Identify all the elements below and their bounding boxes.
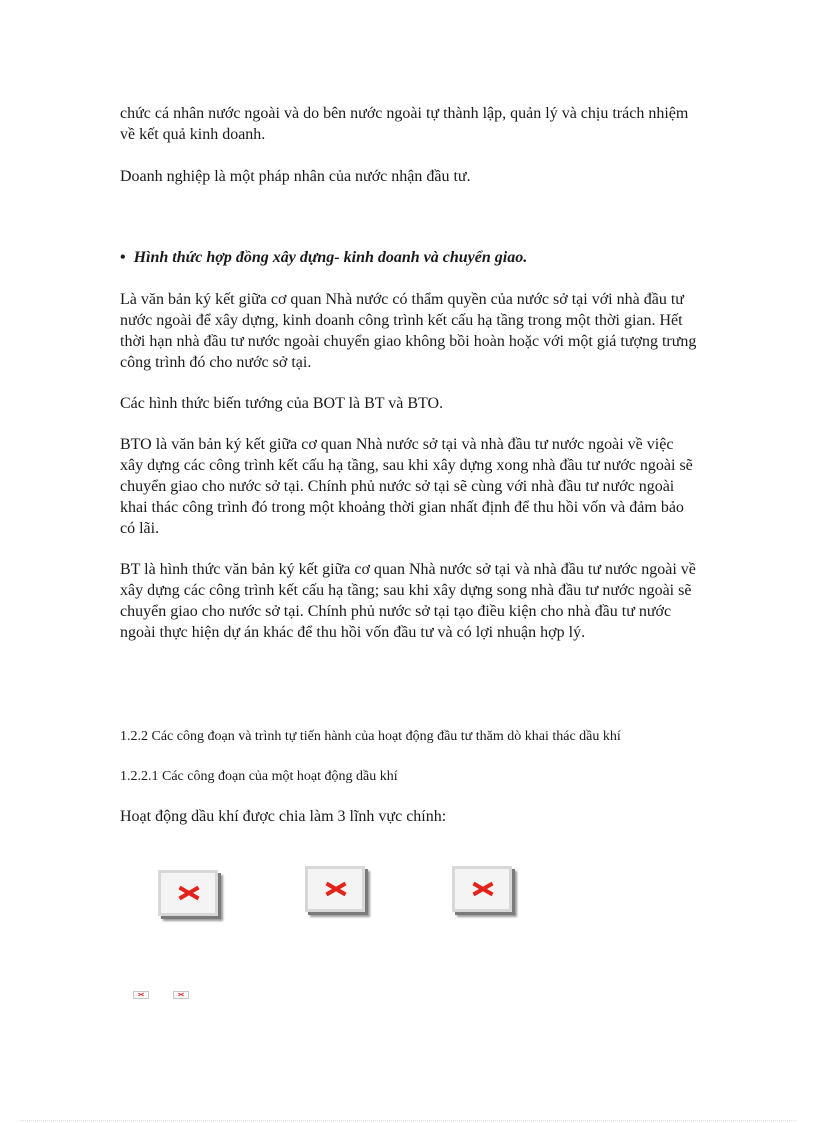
broken-image-icon: [305, 866, 365, 912]
paragraph-bot-variants: Các hình thức biến tướng của BOT là BT và BTO.: [120, 395, 444, 412]
page-bottom-divider: [20, 1120, 796, 1121]
broken-image-icon: [173, 991, 189, 999]
paragraph-foreign-entity: chức cá nhân nước ngoài và do bên nước ngoài tự thành lập, quản lý và chịu trách nhiệm về kết quả kinh doanh.: [120, 105, 689, 143]
heading-bot-contract: [120, 247, 700, 268]
heading-bot-text: Hình thức hợp đồng xây dựng- kinh doanh và chuyển giao.: [133, 249, 528, 266]
broken-image-icon: [158, 870, 218, 916]
paragraph-bto-definition: BTO là văn bản ký kết giữa cơ quan Nhà nước sở tại và nhà đầu tư nước ngoài về việc xây dựng các công trình kết cấu hạ tầng, sau khi xây dựng xong nhà đầu tư nước ngoài sẽ chuyển giao cho nước sở tại. Chính phủ nước sở tại sẽ cùng với nhà đầu tư nước ngoài khai thác công trình đó trong một khoảng thời gian nhất định để thu hồi vốn và đảm bảo có lãi.: [120, 436, 693, 537]
section-heading-1-2-2-1: 1.2.2.1 Các công đoạn của một hoạt động dầu khí: [120, 769, 398, 784]
bullet-icon: •: [120, 249, 126, 266]
paragraph-legal-entity: Doanh nghiệp là một pháp nhân của nước nhận đầu tư.: [120, 168, 471, 185]
broken-image-icon: [133, 991, 149, 999]
paragraph-three-fields: Hoạt động dầu khí được chia làm 3 lĩnh vực chính:: [120, 808, 447, 825]
section-heading-1-2-2: 1.2.2 Các công đoạn và trình tự tiến hành của hoạt động đầu tư thăm dò khai thác dầu khí: [120, 729, 621, 744]
paragraph-bot-definition: Là văn bản ký kết giữa cơ quan Nhà nước có thẩm quyền của nước sở tại với nhà đầu tư nước ngoài để xây dựng, kinh doanh công trình kết cấu hạ tầng trong một thời gian. Hết thời hạn nhà đầu tư nước ngoài chuyển giao không bồi hoàn hoặc với một giá tượng trưng công trình đó cho nước sở tại.: [120, 291, 697, 371]
broken-image-icon: [452, 866, 512, 912]
paragraph-bt-definition: BT là hình thức văn bản ký kết giữa cơ quan Nhà nước sở tại và nhà đầu tư nước ngoài về xây dựng các công trình kết cấu hạ tầng; sau khi xây dựng song nhà đầu tư nước ngoài sẽ chuyển giao cho nước sở tại. Chính phủ nước sở tại tạo điều kiện cho nhà đầu tư nước ngoài thực hiện dự án khác để thu hồi vốn đầu tư và có lợi nhuận hợp lý.: [120, 561, 696, 641]
